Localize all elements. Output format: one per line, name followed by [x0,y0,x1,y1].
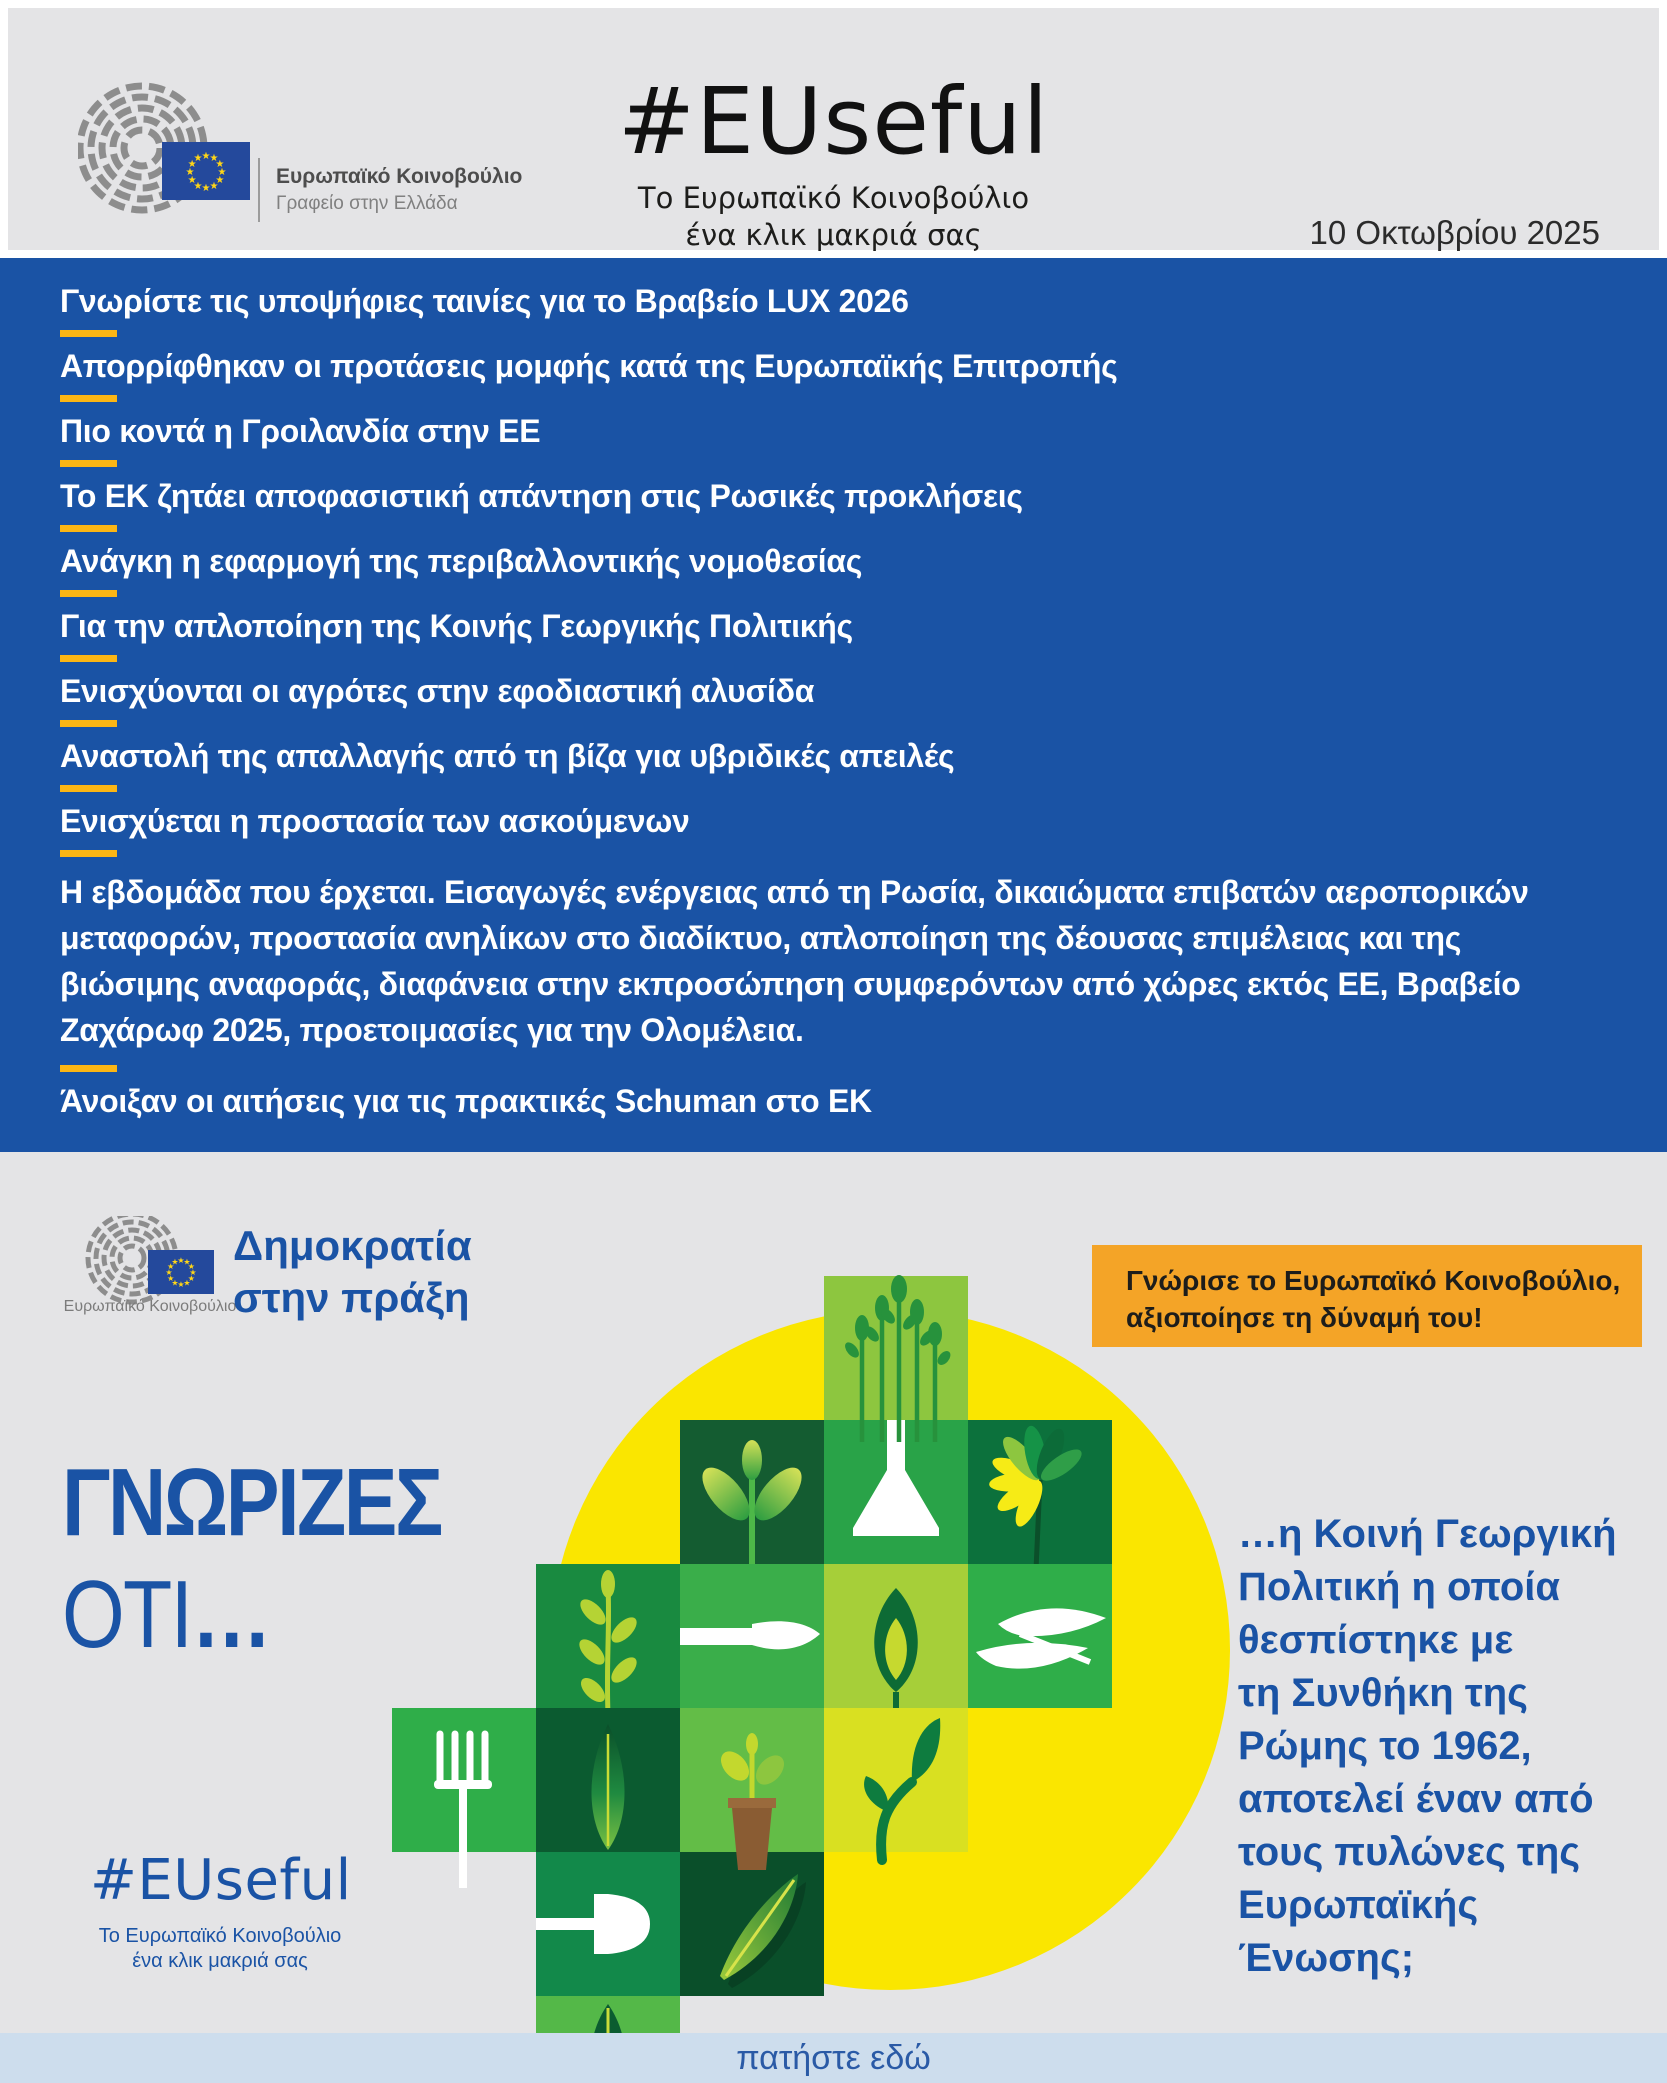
news-headline[interactable]: Πιο κοντά η Γροιλανδία στην ΕΕ [60,413,541,449]
svg-text:★: ★ [215,159,225,170]
tile-potted-seedling [680,1708,824,1852]
banner-line2: αξιοποίησε τη δύναμή του! [1126,1302,1483,1333]
svg-text:★: ★ [167,1274,175,1283]
tile-gradient-plant [680,1420,824,1564]
brand-tagline-line1: Το Ευρωπαϊκό Κοινοβούλιο [98,1925,342,1947]
svg-text:★: ★ [177,1280,185,1289]
svg-text:★: ★ [217,167,227,178]
fact-line: αποτελεί έναν από [1238,1777,1594,1821]
brand-tagline-line2: ένα κλικ μακριά σας [132,1950,308,1972]
svg-text:★: ★ [201,151,211,162]
svg-text:★: ★ [171,1278,179,1288]
curved-sprout-icon [824,1708,968,1852]
pitchfork-icon [392,1708,536,1852]
sapling-icon [536,1564,680,1708]
news-headline[interactable]: Για την απλοποίηση της Κοινής Γεωργικής Πολιτικής [60,608,853,644]
news-headline[interactable]: Απορρίφθηκαν οι προτάσεις μομφής κατά της Ευρωπαϊκής Επιτροπής [60,348,1118,384]
euseful-brand: #EUseful [90,1848,352,1913]
issue-date: 10 Οκτωβρίου 2025 [1309,214,1600,251]
fact-line: Πολιτική η οποία [1238,1565,1561,1609]
svg-text:★: ★ [187,175,197,186]
cypress-tree-icon [536,1708,680,1852]
fact-line: Ευρωπαϊκής Ένωσης; [1238,1883,1479,1980]
potted-seedling-icon [680,1708,824,1852]
svg-text:★: ★ [183,1278,191,1288]
ep-logo-line1: Ευρωπαϊκό Κοινοβούλιο [276,165,523,188]
svg-text:★: ★ [183,1257,191,1267]
news-headline[interactable]: Αναστολή της απαλλαγής από τη βίζα για υβριδικές απειλές [60,738,955,774]
yellow-separator [60,460,117,467]
svg-text:★: ★ [193,180,203,192]
fact-line: Ρώμης το 1962, [1238,1724,1532,1768]
tile-cypress [536,1708,680,1852]
democracy-in-action-slogan [233,1220,472,1324]
tile-pitchfork [392,1708,536,1852]
news-headline[interactable]: Το ΕΚ ζητάει αποφασιστική απάντηση στις Ρωσικές προκλήσεις [60,478,1023,514]
leaf-icon [536,1996,680,2033]
svg-text:★: ★ [201,183,211,194]
grafting-knife-icon [680,1564,824,1708]
svg-text:★: ★ [177,1256,185,1265]
ellipsis-dots: … [191,1561,294,1668]
tile-pinwheel [968,1420,1112,1564]
svg-text:★: ★ [209,153,219,165]
fact-line: τη Συνθήκη της [1238,1671,1528,1715]
ep-logo-caption: Ευρωπαϊκό Κοινοβούλιο [63,1298,237,1315]
tile-shears [968,1564,1112,1708]
banner-line1: Γνώρισε το Ευρωπαϊκό Κοινοβούλιο, [1126,1265,1621,1296]
yellow-separator [60,720,117,727]
funnel-icon [824,1420,968,1564]
pinwheel-flower-icon [968,1420,1112,1564]
yellow-separator [60,1065,117,1072]
tile-leaf-bud [824,1564,968,1708]
european-parliament-logo-small [80,1216,240,1306]
did-you-know-that [62,1560,294,1670]
ep-logo-line2: Γραφείο στην Ελλάδα [276,193,458,214]
week-ahead-paragraph[interactable]: Η εβδομάδα που έρχεται. Εισαγωγές ενέργειας από τη Ρωσία, δικαιώματα επιβατών αεροπορικών μεταφορών, προστασία ανηλίκων στο διαδίκτυο, απλοποίηση της δέουσας επιμέλειας και της βιώσιμης αναφοράς, διαφάνεια στην εκπροσώπηση συμφερόντων από χώρες εκτός ΕΕ, Βραβείο Ζαχάρωφ 2025, προετοιμασίες για την Ολομέλεια. [60,874,1529,1048]
slogan-line1: Δημοκρατία [233,1222,472,1269]
news-headline[interactable]: Γνωρίστε τις υποψήφιες ταινίες για το Βραβείο LUX 2026 [60,283,909,319]
svg-text:★: ★ [209,180,219,192]
tile-sprouts [824,1276,968,1420]
orange-banner[interactable] [1092,1245,1642,1347]
euseful-brand-tagline [70,1924,370,1974]
svg-text:★: ★ [171,1257,179,1267]
svg-text:★: ★ [185,167,195,178]
cap-fact-text [1238,1508,1662,1985]
gradient-plant-icon [680,1420,824,1564]
svg-text:★: ★ [165,1268,173,1277]
svg-text:★: ★ [215,175,225,186]
yellow-separator [60,785,117,792]
newsletter-title: #EUseful [617,68,1050,175]
header [8,8,1659,250]
tile-olive-leaf [680,1852,824,1996]
tile-shovel [536,1852,680,1996]
svg-text:★: ★ [187,1262,195,1271]
tile-sapling [536,1564,680,1708]
tile-knife [680,1564,824,1708]
did-you-know-heading: ΓΝΩΡΙΖΕΣ [62,1449,441,1556]
svg-text:★: ★ [189,1268,197,1277]
fact-line: τους πυλώνες της [1238,1830,1581,1874]
svg-text:★: ★ [187,159,197,170]
slogan-line2: στην πράξη [233,1274,470,1321]
svg-text:★: ★ [187,1274,195,1283]
news-headline[interactable]: Άνοιξαν οι αιτήσεις για τις πρακτικές Schuman στο ΕΚ [60,1083,872,1119]
click-here-link[interactable]: πατήστε εδώ [736,2039,931,2077]
news-headline[interactable]: Ενισχύεται η προστασία των ασκούμενων [60,803,690,839]
shovel-icon [536,1852,680,1996]
tile-funnel [824,1420,968,1564]
tile-curved-sprout [824,1708,968,1852]
footer-bar [0,2033,1667,2083]
yellow-separator [60,655,117,662]
leaf-bud-icon [824,1564,968,1708]
svg-text:★: ★ [167,1262,175,1271]
that-word: ΟΤΙ [62,1561,192,1668]
yellow-separator [60,395,117,402]
svg-text:★: ★ [193,153,203,165]
tagline-line1: Το Ευρωπαϊκό Κοινοβούλιο [637,181,1030,215]
sprouts-icon [824,1276,968,1420]
yellow-separator [60,525,117,532]
yellow-separator [60,850,117,857]
campaign-section [0,1152,1667,2033]
olive-leaf-icon [680,1852,824,1996]
fact-line: θεσπίστηκε με [1238,1618,1514,1662]
news-headline[interactable]: Ενισχύονται οι αγρότες στην εφοδιαστική αλυσίδα [60,673,815,709]
yellow-separator [60,590,117,597]
news-headline-list [0,258,1667,1152]
news-headline[interactable]: Ανάγκη η εφαρμογή της περιβαλλοντικής νομοθεσίας [60,543,863,579]
tagline-line2: ένα κλικ μακριά σας [685,218,982,252]
tile-leaf [536,1996,680,2033]
pruning-shears-icon [968,1564,1112,1708]
fact-line: …η Κοινή Γεωργική [1238,1512,1617,1556]
yellow-separator [60,330,117,337]
